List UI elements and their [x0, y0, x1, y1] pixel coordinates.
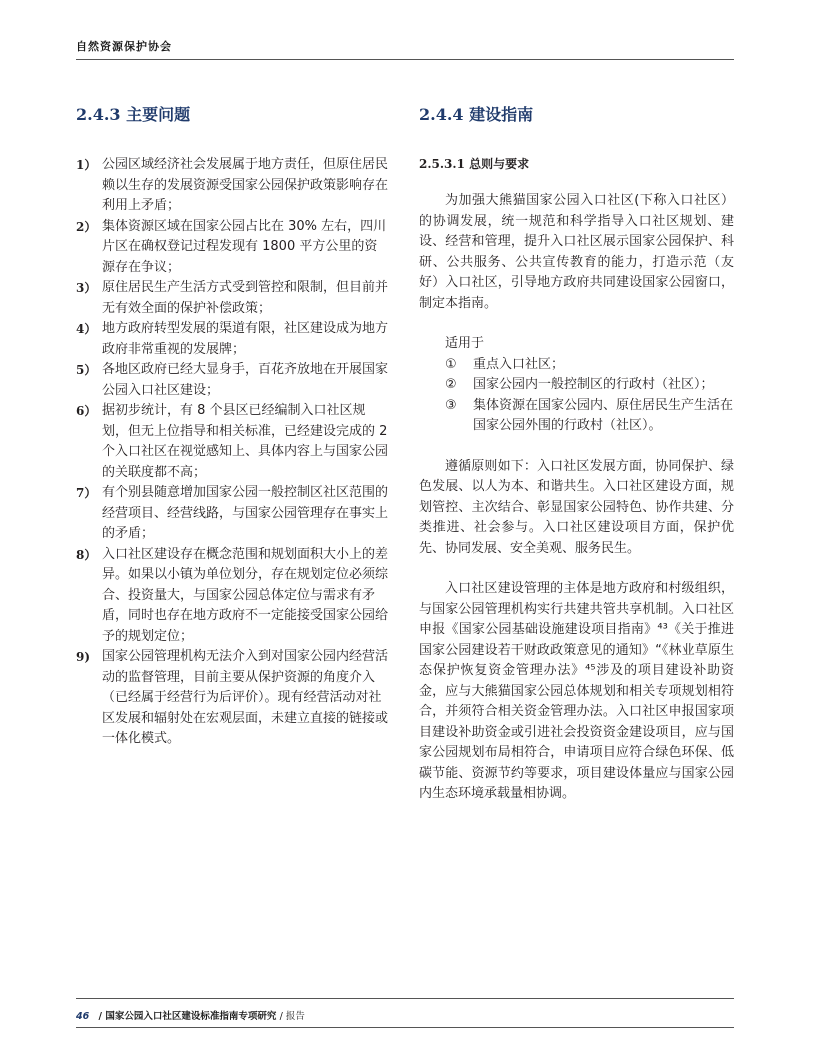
list-item-text: 国家公园管理机构无法介入到对国家公园内经营活动的监督管理，目前主要从保护资源的角度介入（已经属于经营行为后评价）。现有经营活动对社区发展和辐射处在宏观层面，未建立直接的链接或一体化模式。	[102, 649, 389, 746]
list-item	[445, 396, 734, 437]
list-marker: 5）	[76, 363, 97, 377]
list-item-text: 据初步统计，有 8 个县区已经编制入口社区规划，但无上位指导和相关标准，已经建设完成的 2 个入口社区在视觉感知上、具体内容上与国家公园的关联度都不高；	[102, 403, 389, 480]
list-item-text: 公园区域经济社会发展属于地方责任，但原住居民赖以生存的发展资源受国家公园保护政策影响存在利用上矛盾；	[102, 157, 389, 213]
section-number: 2.4.3	[76, 105, 121, 124]
list-marker: 4）	[76, 322, 97, 336]
section-title: 建设指南	[469, 105, 534, 124]
paragraph-intro: 为加强大熊猫国家公园入口社区(下称入口社区）的协调发展，统一规范和科学指导入口社区规划、建设、经营和管理，提升入口社区展示国家公园保护、科研、公共服务、公共宣传教育的能力，打造示范（友好）入口社区，引导地方政府共同建设国家公园窗口，制定本指南。	[419, 193, 734, 311]
section-heading-guide	[419, 103, 734, 127]
list-marker: 9)	[76, 650, 91, 664]
section-title: 主要问题	[126, 105, 191, 124]
list-item-text: 有个别县随意增加国家公园一般控制区社区范围的经营项目、经营线路，与国家公园管理存在事实上的矛盾；	[102, 485, 389, 541]
list-marker: 6）	[76, 404, 97, 418]
list-item	[445, 355, 734, 376]
section-heading-problems	[76, 103, 390, 127]
footer-divider-top	[76, 998, 734, 999]
issues-list	[76, 155, 390, 750]
list-marker: ②	[445, 377, 457, 392]
section-number: 2.4.4	[419, 105, 464, 124]
scope-list	[445, 355, 734, 437]
list-item-text: 集体资源在国家公园内、原住居民生产生活在国家公园外围的行政村（社区）。	[473, 397, 734, 433]
footer-report-type: / 报告	[279, 1011, 305, 1022]
list-item	[76, 360, 390, 401]
footer-report-title: / 国家公园入口社区建设标准指南专项研究	[98, 1011, 277, 1022]
list-item-text: 重点入口社区；	[473, 356, 565, 372]
paragraph-principles: 遵循原则如下：入口社区发展方面，协同保护、绿色发展、以人为本、和谐共生。入口社区建设方面，规划管控、主次结合、彰显国家公园特色、协作共建、分类推进、社会参与。入口社区建设项目方面，保护优先、协同发展、安全美观、服务民生。	[419, 458, 734, 556]
footer-divider-bottom	[76, 1027, 734, 1028]
scope-label: 适用于	[445, 336, 485, 351]
left-column	[76, 103, 390, 750]
list-item	[76, 483, 390, 545]
header-divider	[76, 59, 734, 60]
subsection-heading	[419, 155, 734, 173]
list-item	[76, 401, 390, 483]
list-marker: 7）	[76, 486, 97, 500]
list-item	[76, 545, 390, 648]
list-marker: ①	[445, 356, 457, 372]
list-marker: ③	[445, 397, 457, 413]
list-marker: 1）	[76, 158, 97, 172]
list-item-text: 入口社区建设存在概念范围和规划面积大小上的差异。如果以小镇为单位划分，存在规划定位必须综合、投资量大，与国家公园总体定位与需求有矛盾，同时也存在地方政府不一定能接受国家公园给予的规划定位；	[102, 546, 389, 644]
list-marker: 8）	[76, 547, 97, 562]
list-item-text: 原住居民生产生活方式受到管控和限制，但目前并无有效全面的保护补偿政策；	[102, 280, 389, 316]
paragraph-management: 入口社区建设管理的主体是地方政府和村级组织，与国家公园管理机构实行共建共管共享机制。入口社区申报《国家公园基础设施建设项目指南》⁴³《关于推进国家公园建设若干财政政策意见的通知》“《林业草原生态保护恢复资金管理办法》⁴⁵涉及的项目建设补助资金，应与大熊猫国家公园总体规划和相关专项规划相符合，并须符合相关资金管理办法。入口社区申报国家项目建设补助资金或引进社会投资资金建设项目，应与国家公园规划布局相符合，申请项目应符合绿色环保、低碳节能、资源节约等要求，项目建设体量应与国家公园内生态环境承载量相协调。	[419, 581, 734, 801]
list-item	[76, 278, 390, 319]
list-item	[76, 155, 390, 217]
subsection-title: 总则与要求	[469, 157, 530, 171]
list-marker: 3）	[76, 281, 97, 295]
footer	[76, 1008, 305, 1022]
scope-block	[419, 334, 734, 437]
header-title: 自然资源保护协会	[76, 40, 172, 53]
list-item-text: 各地区政府已经大显身手，百花齐放地在开展国家公园入口社区建设；	[102, 362, 389, 398]
list-item	[445, 375, 734, 396]
list-item	[76, 319, 390, 360]
list-item-text: 地方政府转型发展的渠道有限，社区建设成为地方政府非常重视的发展牌；	[102, 321, 389, 357]
subsection-number: 2.5.3.1	[419, 157, 465, 171]
list-marker: 2）	[76, 219, 97, 234]
list-item-text: 集体资源区域在国家公园占比在 30% 左右，四川片区在确权登记过程发现有 1800 平方公里的资源存在争议；	[102, 218, 387, 275]
right-column	[419, 103, 734, 805]
list-item-text: 国家公园内一般控制区的行政村（社区）；	[473, 377, 714, 392]
page-number: 46	[76, 1011, 90, 1022]
list-item	[76, 647, 390, 750]
list-item	[76, 217, 390, 279]
